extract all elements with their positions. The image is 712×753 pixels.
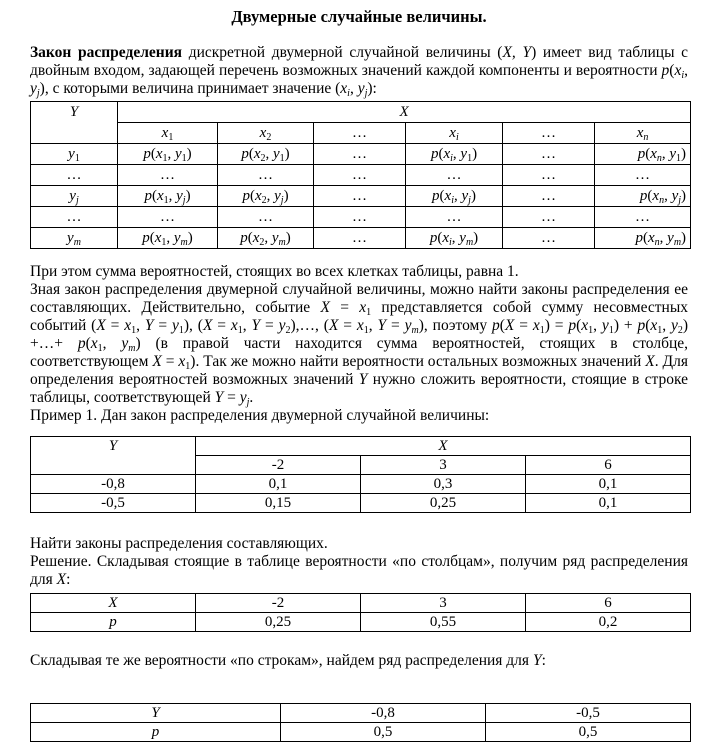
explanation-paragraph: При этом сумма вероятностей, стоящих во всех клетках таблицы, равна 1. Зная закон распределения двумерной случайной величины, можно найти законы распределения ее составляющих. Действительно, событие $X = x_1$ представляется собой сумму несовместных событий ($X = x_1$, $Y = y_1$), ($X = x_1$, $Y = y_2),\dots$, ($X = x_1$, $Y = y_m$), поэтому $p(X = x_1) = p(x_1$, $y_1) + p(x_1$, $y_2$) +…+ $p(x_1$, $y_m$) (в правой части находится сумма вероятностей, стоящих в столбце, соответствующем $X = x_1$). Так же можно найти вероятности остальных возможных значений X. Для определения вероятностей возможных значений Y нужно сложить вероятности, стоящие в строке таблицы, соответствующей $Y = y_j$. Пример 1. Дан закон распределения двумерной случайной величины: bbox=[30, 263, 689, 424]
table-row: p 0,25 0,55 0,2 bbox=[31, 613, 691, 632]
page-title: Двумерные случайные величины. bbox=[231, 7, 487, 26]
rows-paragraph: Складывая те же вероятности «по строкам», найдем ряд распределения для Y: bbox=[30, 652, 546, 669]
table-row: -0,5 0,15 0,25 0,1 bbox=[31, 494, 691, 513]
example-y-header: Y bbox=[31, 437, 196, 456]
example-distribution-table bbox=[30, 436, 691, 513]
table-row: X -2 3 6 bbox=[31, 594, 691, 613]
example-x-header: X bbox=[196, 437, 691, 456]
solution-paragraph: Найти законы распределения составляющих. Решение. Складывая стоящие в таблице вероятности «по столбцам», получим ряд распределения для X: bbox=[30, 535, 688, 588]
general-y-header: Y bbox=[31, 102, 118, 123]
find-sentence: Найти законы распределения составляющих. bbox=[30, 535, 328, 552]
x-value-cell: 3 bbox=[361, 456, 526, 475]
x-value-cell: 6 bbox=[526, 456, 691, 475]
table-row: -0,8 0,1 0,3 0,1 bbox=[31, 475, 691, 494]
general-distribution-table: Y X $x_1$ $x_2$ … $x_i$ … $x_n$ $y_1$ $p(x_1$, $y_1$) $p(x_2$, $y_1$) … $p(x_i$, $y_1$) … $p(x_n$, $y_1$) … … … … … … … $y_j$ $p(x_1$, $y_j$) $p(x_2$, $y_j$) … $p(x_i$, $y_j$) … $p(x_n$, $y_j$) … … … … … … … $y_m$ $p(x_1$, $y_m$) $p(x_2$, $y_m$) … $p(x_i$, $y_m$) … $p(x_n$, $y_m$) bbox=[30, 101, 691, 249]
table-row: Y -0,8 -0,5 bbox=[31, 704, 691, 723]
example-heading: Пример 1. Дан закон распределения двумерной случайной величины: bbox=[30, 407, 490, 424]
general-x-header: X bbox=[118, 102, 691, 123]
x-value-cell: -2 bbox=[196, 456, 361, 475]
table-row: p 0,5 0,5 bbox=[31, 723, 691, 742]
y-distribution-series-table bbox=[30, 703, 691, 742]
sum-sentence: При этом сумма вероятностей, стоящих во всех клетках таблицы, равна 1. bbox=[30, 263, 519, 280]
x-distribution-series-table bbox=[30, 593, 691, 632]
intro-term: Закон распределения bbox=[30, 44, 183, 61]
intro-paragraph: Закон распределения дискретной двумерной случайной величины (X, Y) имеет вид таблицы с двойным входом, задающей перечень возможных значений каждой компоненты и вероятности $p(x_i$, $y_j$), с которыми величина принимает значение ($x_i$, $y_j$): bbox=[30, 44, 689, 99]
